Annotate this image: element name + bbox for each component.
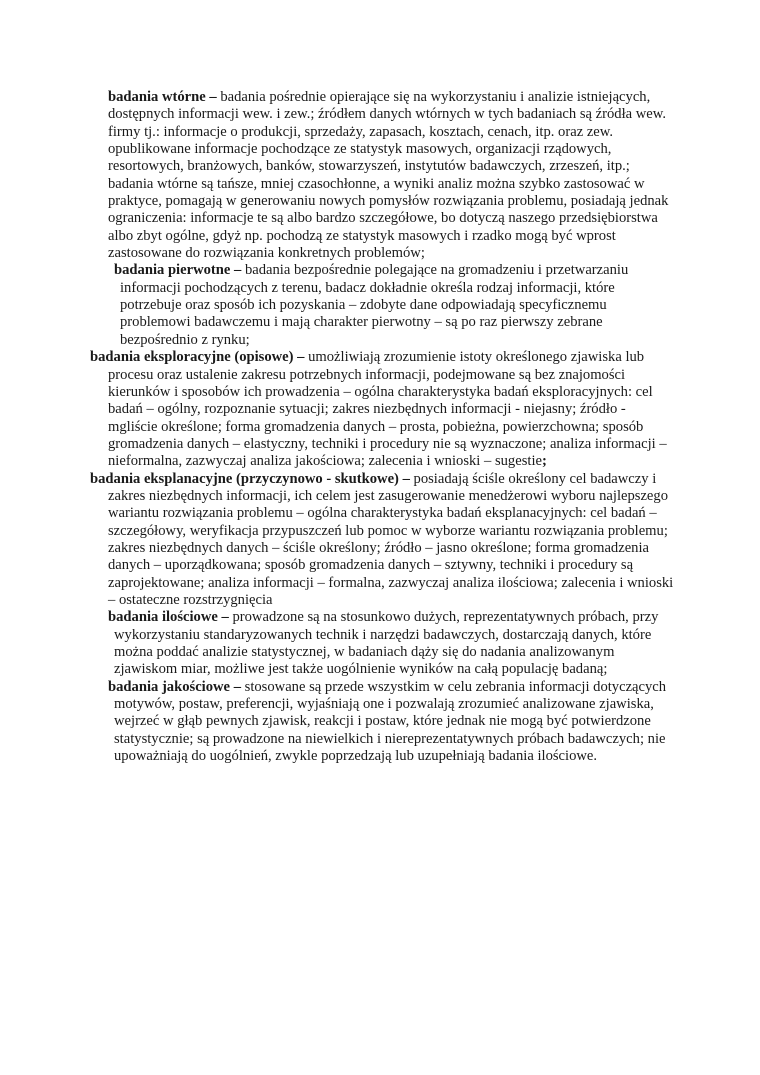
entry-term: badania ilościowe (108, 609, 218, 626)
entry-badania-eksploracyjne (90, 349, 674, 470)
entry-dash: – (205, 89, 217, 105)
entry-text: stosowane są przede wszystkim w celu zebrania informacji dotyczących motywów, postaw, preferencji, wyjaśniają one i pozwalają zrozumieć analizowane zjawiska, wejrzeć w głąb pewnych zjawisk, reakcji i postaw, które jednak nie mogą być potwierdzone statystycznie; są prowadzone na niewielkich i niereprezentatywnych próbach badawczych; nie upoważniają do uogólnień, zwykle poprzedzają lub uzupełniają badania ilościowe. (114, 678, 667, 765)
entry-badania-wtorne (108, 89, 673, 262)
entry-dash: – (230, 262, 242, 279)
entry-term: badania eksplanacyjne (przyczynowo - skutkowe) (90, 470, 399, 487)
document-body (0, 89, 760, 765)
entry-dash: – (230, 678, 241, 695)
entry-text: posiadają ściśle określony cel badawczy i zakres niezbędnych informacji, ich celem jest zasugerowanie menedżerowi wyboru najlepszego wariantu rozwiązania problemu – ogólna charakterystyka badań eksplanacyjnych: cel badań – szczegółowy, weryfikacja przypuszczeń lub pomoc w wyborze wariantu rozwiązania problemu; zakres niezbędnych danych – ściśle określony; źródło – jasno określone; forma gromadzenia danych – uporządkowana; sposób gromadzenia danych – sztywny, techniki i procedury są zaprojektowane; analiza informacji – formalna, zazwyczaj analiza ilościowa; zalecenia i wnioski – ostateczne rozstrzygnięcia (108, 470, 674, 608)
entry-dash: – (293, 349, 305, 366)
entry-trailing-punctuation: ; (541, 453, 547, 470)
entry-badania-eksplanacyjne (90, 470, 674, 610)
entry-badania-ilosciowe (108, 609, 680, 678)
entry-term: badania pierwotne (114, 262, 231, 279)
entry-term: badania wtórne (108, 89, 206, 105)
entry-dash: – (217, 609, 229, 626)
entry-text: badania bezpośrednie polegające na gromadzeniu i przetwarzaniu informacji pochodzących z terenu, badacz dokładnie określa rodzaj informacji, które potrzebuje oraz sposób ich pozyskania – zdobyte dane odpowiadają specyficznemu problemowi badawczemu i mają charakter pierwotny – są po raz pierwszy zebrane bezpośrednio z rynku; (120, 262, 629, 348)
entry-dash: – (398, 470, 410, 487)
entry-badania-jakosciowe (108, 679, 680, 766)
entry-term: badania jakościowe (108, 678, 231, 695)
entry-badania-pierwotne (114, 262, 665, 349)
entry-text: badania pośrednie opierające się na wykorzystaniu i analizie istniejących, dostępnych informacji wew. i zew.; źródłem danych wtórnych w tych badaniach są źródła wew. firmy tj.: informacje o produkcji, sprzedaży, zapasach, kosztach, cenach, itp. oraz zew. opublikowane informacje pochodzące ze statystyk masowych, organizacji rządowych, resortowych, branżowych, banków, stowarzyszeń, instytutów badawczych, zrzeszeń, itp.; badania wtórne są tańsze, mniej czasochłonne, a wyniki analiz można szybko zastosować w praktyce, pomagają w generowaniu nowych pomysłów rozwiązania problemu, posiadają jednak ograniczenia: informacje te są albo bardzo szczegółowe, bo dotyczą naszego przedsiębiorstwa albo zbyt ogólne, gdyż np. pochodzą ze statystyk masowych i rzadko mogą być wprost zastosowane do rozwiązania konkretnych problemów; (108, 89, 669, 262)
entry-term: badania eksploracyjne (opisowe) (90, 349, 294, 366)
entry-text: umożliwiają zrozumienie istoty określonego zjawiska lub procesu oraz ustalenie zakresu potrzebnych informacji, podejmowane są bez znajomości kierunków i sposobów ich prowadzenia – ogólna charakterystyka badań eksploracyjnych: cel badań – ogólny, rozpoznanie sytuacji; zakres niezbędnych informacji - niejasny; źródło - mgliście określone; forma gromadzenia danych – prosta, pobieżna, powierzchowna; sposób gromadzenia danych – elastyczny, techniki i procedury nie są wyznaczone; analiza informacji – nieformalna, zazwyczaj analiza jakościowa; zalecenia i wnioski – sugestie (108, 349, 667, 470)
entry-text: prowadzone są na stosunkowo dużych, reprezentatywnych próbach, przy wykorzystaniu standaryzowanych technik i narzędzi badawczych, dostarczają danych, które można poddać analizie statystycznej, w badaniach dąży się do nadania analizowanym zjawiskom miar, możliwe jest także uogólnienie wyników na całą populację badaną; (114, 609, 659, 678)
